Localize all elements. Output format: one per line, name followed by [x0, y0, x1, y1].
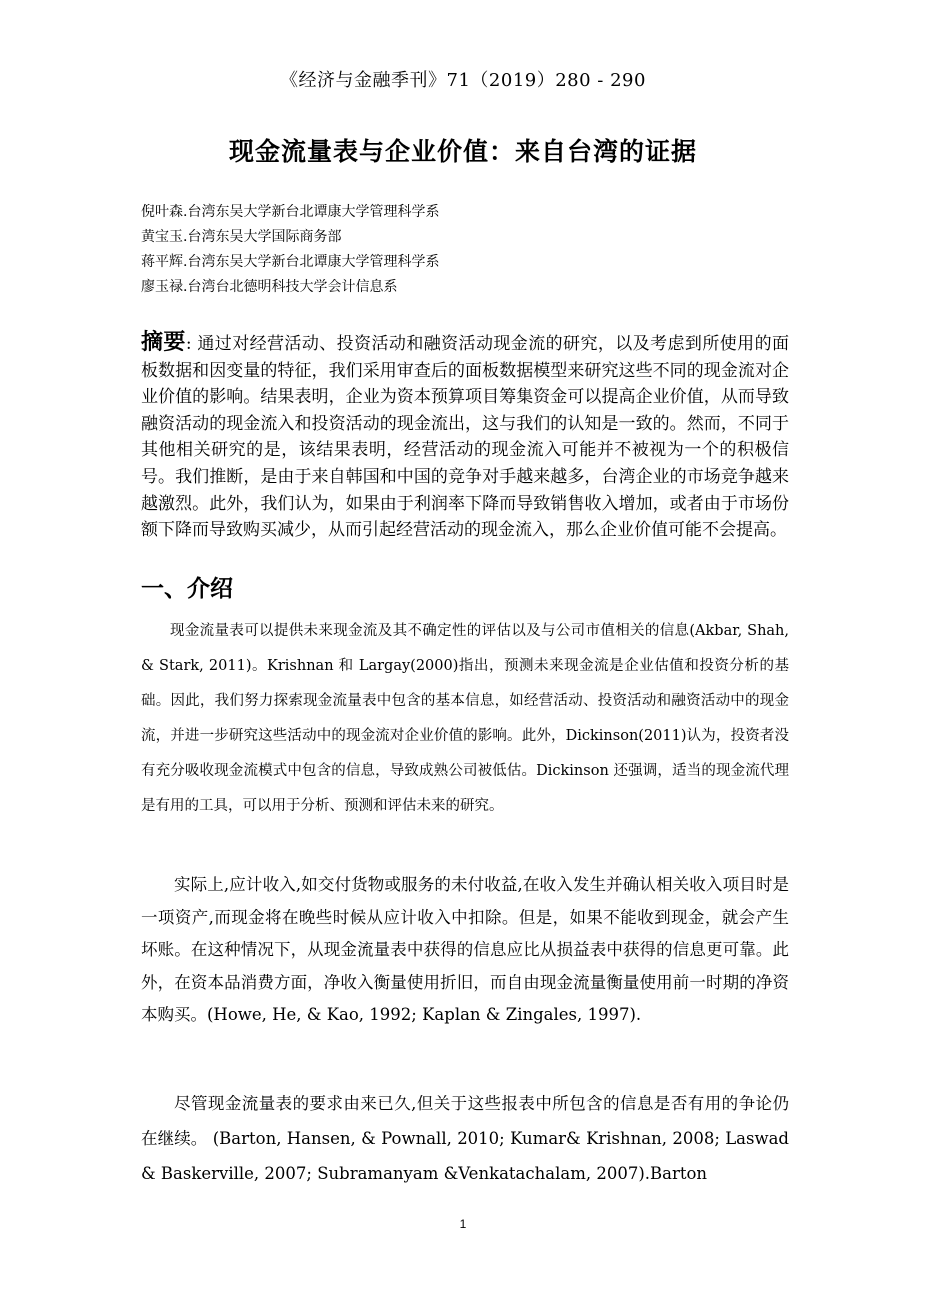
abstract-text: : 通过对经营活动、投资活动和融资活动现金流的研究，以及考虑到所使用的面板数据和因变量的特征，我们采用审查后的面板数据模型来研究这些不同的现金流对企业价值的影响。结果表明，企业为资本预算项目筹集资金可以提高企业价值，从而导致融资活动的现金流入和投资活动的现金流出，这与我们的认知是一致的。然而，不同于其他相关研究的是，该结果表明，经营活动的现金流入可能并不被视为一个的积极信号。我们推断，是由于来自韩国和中国的竞争对手越来越多，台湾企业的市场竞争越来越激烈。此外，我们认为，如果由于利润率下降而导致销售收入增加，或者由于市场份额下降而导致购买减少，从而引起经营活动的现金流入，那么企业价值可能不会提高。	[141, 334, 789, 541]
author-line: 倪叶森.台湾东吴大学新台北谭康大学管理科学系	[141, 204, 440, 220]
body-paragraph: 实际上,应计收入,如交付货物或服务的未付收益,在收入发生并确认相关收入项目时是一项资产,而现金将在晚些时候从应计收入中扣除。但是，如果不能收到现金，就会产生坏账。在这种情况下，从现金流量表中获得的信息应比从损益表中获得的信息更可靠。此外，在资本品消费方面，净收入衡量使用折旧，而自由现金流量衡量使用前一时期的净资本购买。(Howe, He, & Kao, 1992; Kaplan & Zingales, 1997).	[141, 875, 789, 1024]
author-list	[141, 200, 439, 300]
page-number: 1	[459, 1217, 467, 1231]
abstract-label: 摘要	[141, 330, 186, 355]
abstract	[141, 330, 789, 544]
author-line: 蒋平辉.台湾东吴大学新台北谭康大学管理科学系	[141, 254, 440, 270]
journal-citation: 《经济与金融季刊》71（2019）280 - 290	[280, 70, 646, 91]
author-line: 廖玉禄.台湾台北德明科技大学会计信息系	[141, 279, 398, 295]
author-line: 黄宝玉.台湾东吴大学国际商务部	[141, 229, 342, 245]
paper-title: 现金流量表与企业价值：来自台湾的证据	[228, 137, 697, 166]
body-paragraph: 现金流量表可以提供未来现金流及其不确定性的评估以及与公司市值相关的信息(Akbar, Shah, & Stark, 2011)。Krishnan 和 Largay(2000)指出，预测未来现金流是企业估值和投资分析的基础。因此，我们努力探索现金流量表中包含的基本信息，如经营活动、投资活动和融资活动中的现金流，并进一步研究这些活动中的现金流对企业价值的影响。此外，Dickinson(2011)认为，投资者没有充分吸收现金流模式中包含的信息，导致成熟公司被低估。Dickinson 还强调，适当的现金流代理是有用的工具，可以用于分析、预测和评估未来的研究。	[141, 623, 789, 814]
body-paragraph: 尽管现金流量表的要求由来已久,但关于这些报表中所包含的信息是否有用的争论仍在继续。 (Barton, Hansen, & Pownall, 2010; Kumar& Krishnan, 2008; Laswad & Baskerville, 2007; Subramanyam &Venkatachalam, 2007).Barton	[141, 1094, 789, 1183]
section-heading: 一、介绍	[141, 576, 233, 602]
